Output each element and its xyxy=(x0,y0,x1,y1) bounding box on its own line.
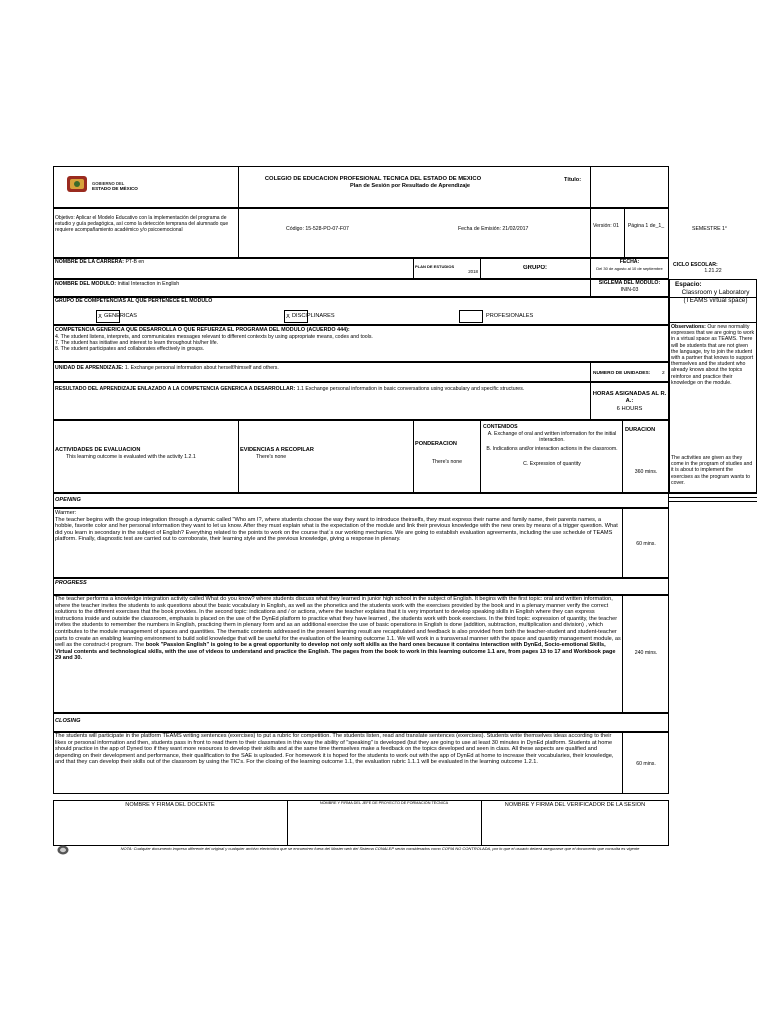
generic-competence-title: COMPETENCIA GENÉRICA QUE DESARROLLA O QUE REFUERZA EL PROGRAMA DEL MODULO (ACUERDO 444): xyxy=(55,327,350,333)
units-count-value: 2 xyxy=(662,371,665,376)
weight-value: There's none xyxy=(431,459,463,465)
semester: SEMESTRE 1° xyxy=(692,226,727,232)
generic-label: GENERICAS xyxy=(104,313,137,319)
group-label: GRUPO: xyxy=(523,265,547,271)
logo-text-line2: ESTADO DE MÉXICO xyxy=(92,186,138,191)
competence-item: 7. The student has initiative and interest to learn throughout his/her life. xyxy=(55,340,219,346)
opening-warmer: Warmer: xyxy=(55,510,77,516)
progress-duration: 240 mins. xyxy=(634,650,658,656)
competence-item: 4. The student listens, interprets, and communicates messages relevant to different contexts by using appropriate means, codes and tools. xyxy=(55,334,373,340)
contents-item-c: C. Expression of quantity xyxy=(523,461,581,467)
disciplinary-check-mark: X xyxy=(286,314,291,320)
issue-date: Fecha de Emisión: 21/02/2017 xyxy=(458,226,529,232)
contents-label: CONTENIDOS xyxy=(483,424,518,430)
units-count-label: NUMERO DE UNIDADES: xyxy=(593,371,651,376)
page-number: Página 1 de_1_ xyxy=(627,223,665,229)
document-code: Código: 15-528-PO-07-F07 xyxy=(286,226,349,232)
hours-label: HORAS ASIGNADAS AL R. A.: xyxy=(592,391,667,404)
date-label: FECHA: xyxy=(619,259,640,265)
logo-text-line1: GOBIERNO DEL xyxy=(92,181,125,186)
version: Versión: 01 xyxy=(593,223,619,229)
teacher-signature-label: NOMBRE Y FIRMA DEL DOCENTE xyxy=(125,802,215,808)
cycle-value: 1.21.22 xyxy=(704,268,722,274)
outcome-field: RESULTADO DEL APRENDIZAJE ENLAZADO A LA COMPETENCIA GENERICA A DESARROLLAR: 1.1 Exchange personal information in basic conversations using vocabulary and specific structures. xyxy=(55,386,525,392)
opening-text: The teacher begins with the group integration through a dynamic called "Who am I?, where students choose the way they want to introduce theirselfs, they must express their name and family name, their parents names, a hobbie, favorite color and her personal information they want to let us know. After they must explain what is the expectation of the module and link their previous knowledge with the new ones by means of a trigger question. What did you learn in secondary in the subject of English? Everything related to the points to work on the course that´s our working mechanics. We are going to establish evaluation agreements, including the use schedule of TEAMS platform. Finally, diagnostic test are carried out to corroborate, their learning style and the previous knowledge, giving a response in plenary. xyxy=(55,516,618,543)
objective-text: Objetivo: Aplicar el Modelo Educativo con la implementación del programa de estudio y guía pedagógica, así como la detección temprana del alumnado que requiere acompañamiento académico y/o psicoemocional xyxy=(55,215,229,233)
opening-label: OPENING xyxy=(55,497,81,503)
progress-label: PROGRESS xyxy=(55,580,87,586)
state-emblem-icon xyxy=(66,174,88,194)
career-field: NOMBRE DE LA CARRERA: PT-B en xyxy=(55,259,145,265)
module-field: NOMBRE DEL MÓDULO: Initial Interaction in English xyxy=(55,281,180,287)
contents-item-b: B. Indications and/or interaction actions in the classroom. xyxy=(486,446,618,452)
generic-check-mark: X xyxy=(98,314,103,320)
footer-note: NOTA: Cualquier documento impreso diferente del original y cualquier archivo electrónico que se encuentren fuera del Master web del Sistema CONALEP serán considerados como COPIA NO CONTROLADA, por lo que el usuario deberá asegurarse que el documento que consulta es vigente xyxy=(120,846,640,851)
weight-label: PONDERACIÓN xyxy=(415,441,457,447)
contents-item-a: A. Exchange of oral and written information for the initial interaction. xyxy=(487,431,617,444)
date-value: Del 30 de agosto al 10 de septiembre xyxy=(596,266,663,271)
evidence-label: EVIDENCIAS A RECOPILAR xyxy=(240,447,314,453)
duration-label: DURACIÓN xyxy=(625,427,656,433)
closing-label: CLOSING xyxy=(55,718,81,724)
evidence-value: There's none xyxy=(256,454,287,460)
title-label: Título: xyxy=(564,177,582,183)
duration-value: 360 mins. xyxy=(634,469,658,475)
competence-item: 8. The student participates and collaborates effectively in groups. xyxy=(55,346,205,352)
module-acronym-value: ININ-03 xyxy=(620,287,639,293)
observations-text-2: The activities are given as they come in the program of studies and it is about to implement the exercises as the program wants to cover. xyxy=(671,455,753,486)
closing-duration: 60 mins. xyxy=(636,761,656,767)
unit-field: UNIDAD DE APRENDIZAJE: 1. Exchange personal information about herself/himself and others. xyxy=(55,365,279,371)
competency-group-label: GRUPO DE COMPETENCIAS AL QUE PERTENECE EL MODULO xyxy=(55,298,213,304)
plan-value: 2018 xyxy=(468,269,478,274)
plan-label: PLAN DE ESTUDIOS xyxy=(415,264,455,269)
progress-text: The teacher performs a knowledge integration activity called What do you know? where students discuss what they learned in junior high school in the subject of English. It begins with the first topic: oral and written information, where the teacher invites the students to ask questions about the basic vocabulary in English, as well as the phonetics and the students work with the exercises provided by the book and in a plenary manner verify the correct solutions to the different exercises that the book provides. In the second topic: indications and / or actions, where the teacher explains that it is very important to develop speaking skills in English where they can express instructions inside and outside the classroom, emphasis is placed on the use of the DynEd platform to practice what they have learned , the students work with book exercises. In the third topic: expression of quantity, the teacher invites the students to remember the numbers in English, practicing them in plenary form and as an additional exercise the use of basic operations in English is done (addition, subtraction, multiplication and division) , which contributes to the module management of spaces and quantities. The thematic contents addressed in the present learning result are recapitulated and feedback is also provided from both the teacher-student and student-teacher parts to create an enabling learning environment to build solid knowledge that will be useful for the evaluation of the learning outcome 1.1. We will work in a transversal manner with the space and quantity management module, as well as the construct-t program. The book "Passion English" is going to be a great opportunity to develop not only soft skills as the hard ones because it contains interaction with DynEd, Socio-emotional Skills, Virtual contents and technological skills, with the use of videos to understand and practice the English. The pages from the book to work in this learning outcome 1.1 are, from pages 13 to 17 and Workbook page 29 and 30. xyxy=(55,596,621,662)
closing-text: The students will participate in the platform TEAMS writing sentences (exercises) to put a rubric for competition. The students listen, read and translate sentences (exercises). Students write themselves ideas according to their likes or personal information and then, students pass in front to read them to their classmates in this way the ability of "speaking" is developed (but they are going to use at least 30 minutes in DynEd platform. Students at home should practice in the app of Dyned too if they want more resources to develop their skills and at the same time themselves make a feedback on the topics developed and seen in class. All these aspects are qualified and depending on their development and performance, their qualification to the SAE is uploaded. For homework it is hoped for the students to work out with the app of DynEd at home to increase their vocabularies, their knowledge, and that they can develop their skills out of the classroom by using the TIC's. For the closing of the learning outcome 1.1, the evaluation rubric 1.1.1 will be evaluated in the learning outcome 1.2.1. xyxy=(55,733,614,766)
hours-value: 6 HOURS xyxy=(616,406,643,412)
project-head-signature-label: NOMBRE Y FIRMA DEL JEFE DE PROYECTO DE FORMACIÓN TÉCNICA xyxy=(319,801,449,805)
module-acronym-label: SIGLEMA DEL MÓDULO: xyxy=(598,280,661,286)
verifier-signature-label: NOMBRE Y FIRMA DEL VERIFICADOR DE LA SESIÓN xyxy=(504,802,646,808)
space-label: Espacio: xyxy=(675,281,702,288)
space-value: Classroom y Laboratory (TEAMS virtual space) xyxy=(681,289,750,304)
observations-text: Observations: Our new normality expresses that we are going to work in a virtual space as TEAMS. There will be students that are not given the language, try to join the student with a partner that knows to support themselves and the student who already knows about the topics reinforce and practice their knowledge on the module. xyxy=(671,324,755,386)
institution-name: COLEGIO DE EDUCACIÓN PROFESIONAL TÉCNICA DEL ESTADO DE MEXICO xyxy=(264,176,482,182)
conalep-logo-icon xyxy=(57,845,69,855)
professional-label: PROFESIONALES xyxy=(486,313,534,319)
cycle-label: CICLO ESCOLAR: xyxy=(673,262,718,268)
activities-value: This learning outcome is evaluated with the activity 1.2.1 xyxy=(66,454,196,460)
activities-label: ACTIVIDADES DE EVALUACIÓN xyxy=(55,447,141,453)
document-title: Plan de Sesión por Resultado de Aprendizaje xyxy=(349,183,471,189)
opening-duration: 60 mins. xyxy=(636,541,656,547)
professional-checkbox[interactable] xyxy=(459,310,483,323)
disciplinary-label: DISCIPLINARES xyxy=(292,313,335,319)
